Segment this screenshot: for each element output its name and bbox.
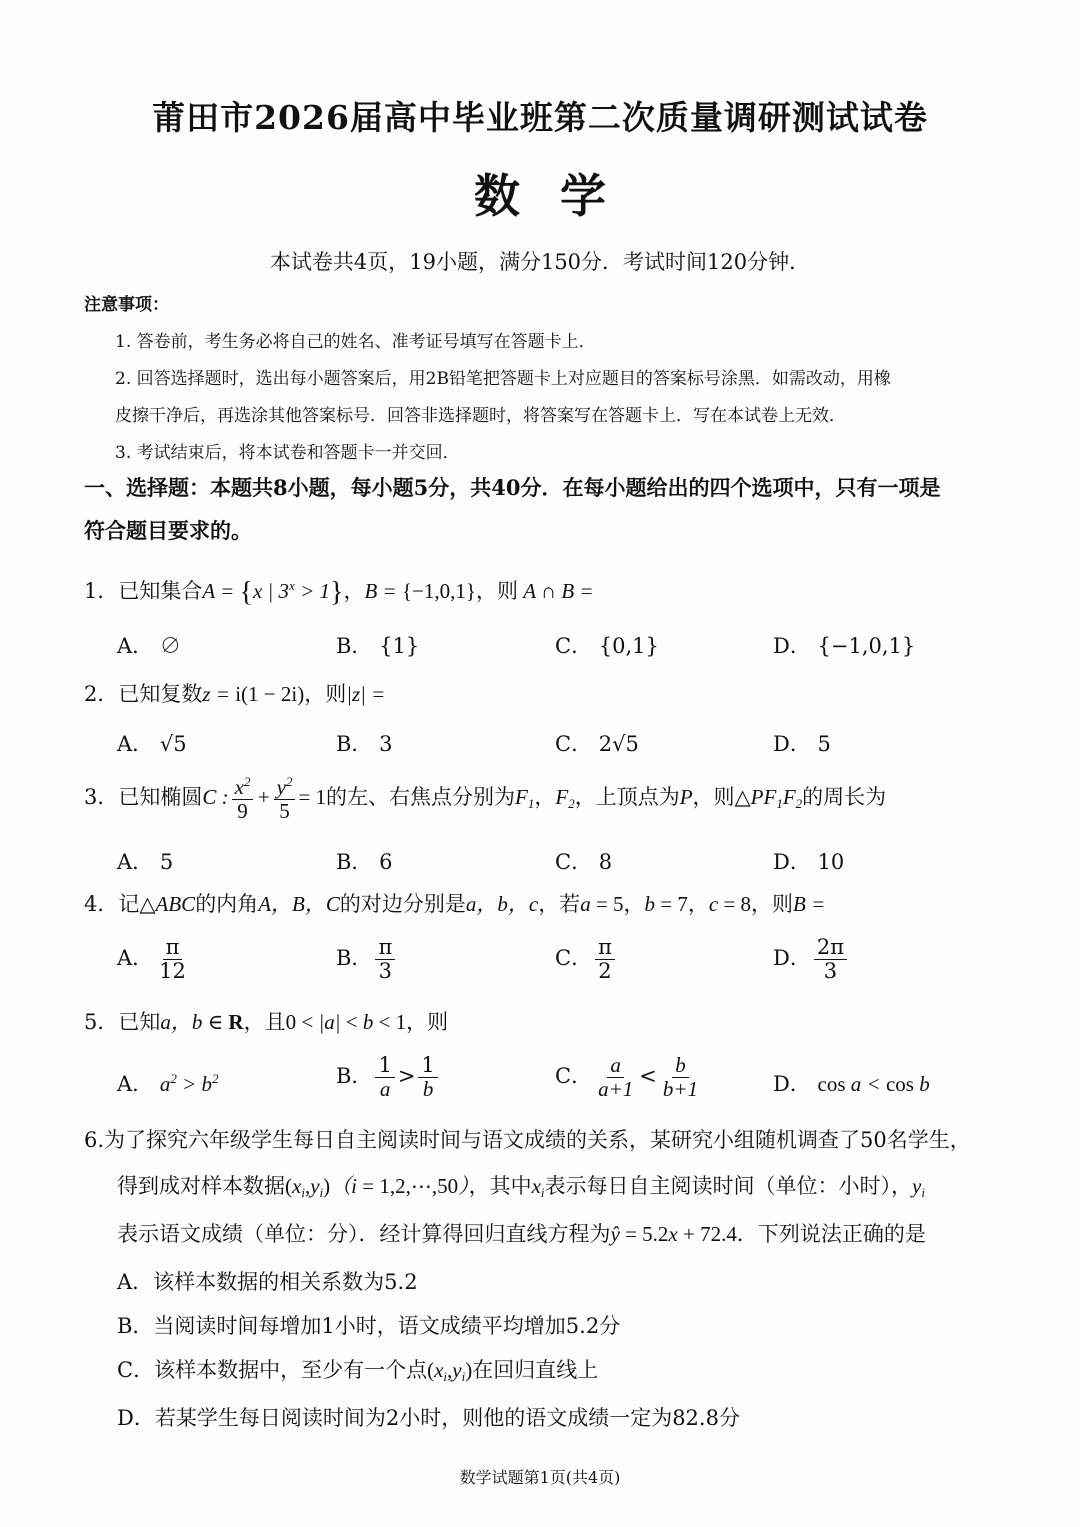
- stem-text: ，则: [475, 579, 518, 603]
- subject-title: 数学: [474, 169, 646, 223]
- q3-option-c: C． 8: [555, 850, 613, 874]
- q2-option-c: C． 2√5: [555, 732, 639, 756]
- intersection-expr: A ∩ B =: [517, 579, 594, 603]
- q6-option-c: C．该样本数据中，至少有一个点$(x_i,y_i)$在回归直线上: [117, 1358, 599, 1384]
- q1-option-d: D． {−1,0,1}: [773, 634, 916, 658]
- modulus-expr: |z| =: [346, 682, 386, 706]
- stem-text: ，: [343, 579, 365, 603]
- question-3: 3．已知椭圆C : $\frac{x^2}{9}$ + $\frac{y^2}{5}$ = 1的左、右焦点分别为$F_1$，$F_2$，上顶点为P，则$\triangle PF_1F_2$的周长为: [84, 774, 887, 824]
- q4-option-a: A． $\frac{\pi}{12}$: [117, 935, 186, 984]
- q2-option-b: B． 3: [336, 732, 393, 756]
- q1-option-a: A． ∅: [117, 634, 181, 658]
- note-item: 3. 考试结束后，将本试卷和答题卡一并交回．: [115, 443, 460, 463]
- q6-option-d: D．若某学生每日阅读时间为2小时，则他的语文成绩一定为82.8分: [117, 1406, 740, 1430]
- q4-option-b: B． $\frac{\pi}{3}$: [336, 936, 398, 983]
- q5-option-b: B． $\frac{1}{a}$ > $\frac{1}{b}$: [336, 1054, 441, 1101]
- page-footer: 数学试题第1页(共4页): [459, 1468, 621, 1487]
- section-heading: 一、选择题：本题共8小题，每小题5分，共40分．在每小题给出的四个选项中，只有一项是: [84, 475, 941, 500]
- question-4: 4．记△ABC的内角A，B，C的对边分别是a，b，c，若a = 5，b = 7，c = 8，则B =: [84, 892, 826, 916]
- note-item: 皮擦干净后，再选涂其他答案标号．回答非选择题时，将答案写在答题卡上．写在本试卷上无效．: [115, 406, 846, 426]
- question-2: 2．已知复数z = i(1 − 2i)，则|z| =: [84, 682, 386, 706]
- q6-option-a: A．该样本数据的相关系数为5.2: [117, 1270, 418, 1294]
- q2-option-a: A． √5: [117, 732, 187, 756]
- q5-option-d: D． cos a < cos b: [773, 1072, 930, 1096]
- q6-option-b: B．当阅读时间每增加1小时，语文成绩平均增加5.2分: [117, 1314, 621, 1338]
- q3-option-b: B． 6: [336, 850, 393, 874]
- complex-expr: z = i(1 − 2i): [202, 682, 305, 706]
- question-6: 6.为了探究六年级学生每日自主阅读时间与语文成绩的关系，某研究小组随机调查了50名学生，: [84, 1128, 971, 1152]
- q3-option-d: D． 10: [773, 850, 845, 874]
- set-a-expr: A = {x | $3^x > 1$}: [202, 577, 344, 608]
- q5-option-c: C． $\frac{a}{a+1}$ < $\frac{b}{b+1}$: [555, 1053, 699, 1102]
- question-5: 5．已知a，b ∈ R，且0 < |a| < b < 1，则: [84, 1010, 449, 1034]
- ellipse-expr: C : $\frac{x^2}{9}$ + $\frac{y^2}{5}$ = 1: [202, 774, 327, 824]
- note-item: 1. 答卷前，考生务必将自己的姓名、准考证号填写在答题卡上．: [115, 332, 596, 352]
- q1-option-b: B． {1}: [336, 634, 420, 658]
- note-item: 2. 回答选择题时，选出每小题答案后，用2B铅笔把答题卡上对应题目的答案标号涂黑．如需改动，用橡: [115, 369, 891, 389]
- exam-title: 莆田市2026届高中毕业班第二次质量调研测试试卷: [152, 98, 928, 137]
- q5-option-a: A． $a^2 > b^2$: [117, 1071, 219, 1096]
- question-1: [84, 575, 594, 609]
- question-number: 1．: [84, 579, 119, 603]
- exam-info: 本试卷共4页，19小题，满分150分．考试时间120分钟．: [269, 250, 811, 274]
- q1-option-c: C． {0,1}: [555, 634, 659, 658]
- q4-option-c: C． $\frac{\pi}{2}$: [555, 936, 618, 983]
- set-b-expr: B = {−1,0,1}: [364, 579, 476, 603]
- stem-text: 已知集合: [118, 579, 203, 603]
- q2-option-d: D． 5: [773, 732, 831, 756]
- section-heading-cont: 符合题目要求的。: [84, 518, 252, 543]
- q4-option-d: D． $\frac{2\pi}{3}$: [773, 936, 850, 983]
- q3-option-a: A． 5: [117, 850, 174, 874]
- question-6-line3: 表示语文成绩（单位：分）．经计算得回归直线方程为ŷ = 5.2x + 72.4．下列说法正确的是: [117, 1222, 926, 1246]
- notes-heading: 注意事项：: [84, 295, 169, 315]
- question-6-line2: 得到成对样本数据$(x_i,y_i)(i$ = 1,2,⋯,50），其中$x_i$表示每日自主阅读时间（单位：小时），$y_i$: [117, 1174, 925, 1200]
